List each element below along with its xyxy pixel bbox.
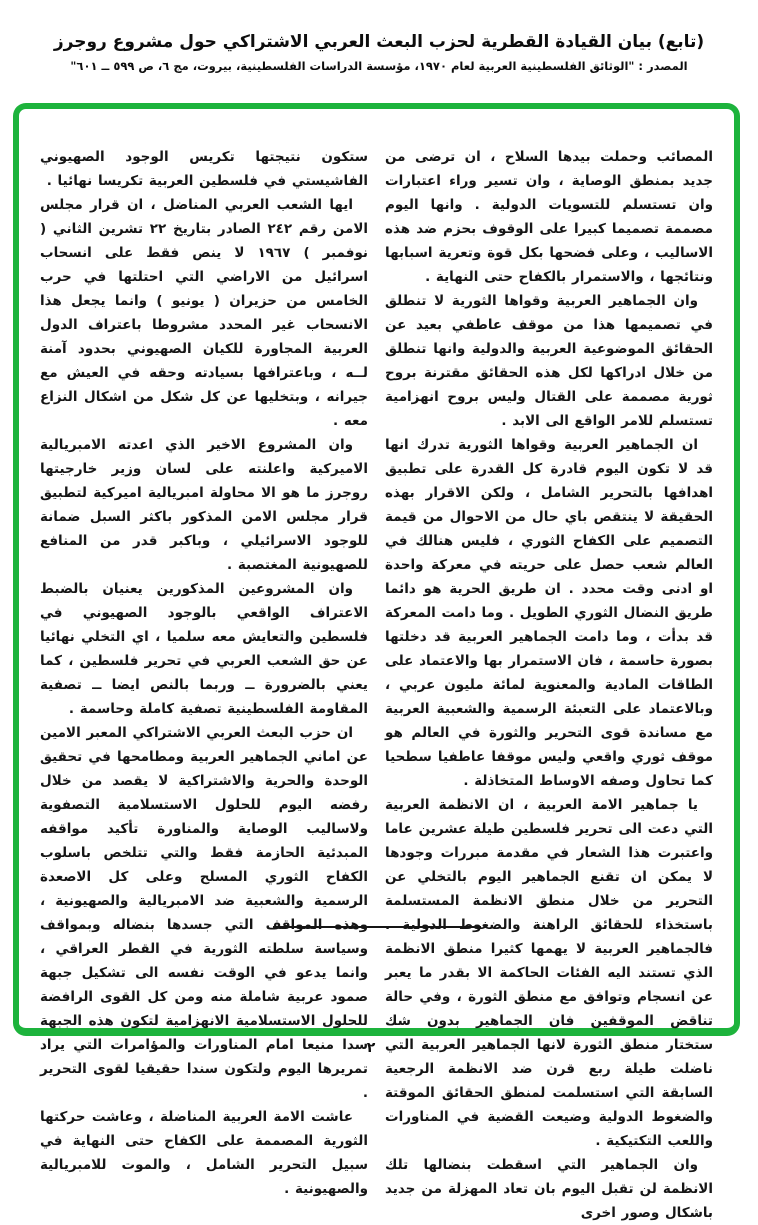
document-header bbox=[0, 32, 758, 73]
paragraph: ايها الشعب العربي المناضل ، ان قرار مجلس الامن رقم ٢٤٢ الصادر بتاريخ ٢٢ تشرين الثاني ( نوفمبر ) ١٩٦٧ لا ينص فقط على انسحاب اسرائيل من الاراضي التي احتلتها في حرب الخامس من حزيران ( يونيو ) وانما يجعل هذا الانسحاب غير المحدد مشروطا باعتراف الدول العربية المجاورة للكيان الصهيوني بحدود آمنة لــه ، وباعترافها بسيادته وحقه في العيش مع جيرانه ، وبتخليها عن كل شكل من اشكال النزاع معه . bbox=[40, 197, 369, 429]
paragraph: ان الجماهير العربية وقواها الثورية تدرك انها قد لا تكون اليوم قادرة كل القدرة على تطبيق اهدافها بالتحرير الشامل ، ولكن الاقرار بهذه الحقيقة لا ينتقص باي حال من الاحوال من قيمة التصميم على الكفاح الثوري ، فليس هنالك في العالم شعب حصل على حريته في معركة واحدة او ادنى وقت محدد . ان طريق الحرية هو دائما طريق النضال الثوري الطويل . وما دامت المعركة قد بدأت ، وما دامت الجماهير العربية قد دخلتها بصورة حاسمة ، فان الاستمرار بها والاعتماد على الطاقات المادية والمعنوية لمائة مليون عربي ، وبالاعتماد على التعبئة الرسمية والشعبية العربية مع مساندة قوى التحرير والثورة في العالم هو موقف ثوري واقعي وليس موقفا عاطفيا سطحيا كما تحاول وصفه الاوساط المتخاذلة . bbox=[385, 437, 713, 789]
paragraph: وان المشروع الاخير الذي اعدته الامبريالية الاميركية واعلنته على لسان وزير خارجيتها روجرز ما هو الا محاولة امبريالية اميركية لتطبيق قرار مجلس الامن المذكور باكثر السبل ضمانة للوجود الاسرائيلي ، وباكبر قدر من المنافع للصهيونية المغتصبة . bbox=[40, 437, 368, 573]
content-frame bbox=[13, 103, 740, 1221]
text-columns bbox=[40, 145, 713, 1225]
paragraph: وان الجماهير العربية وقواها الثورية لا تنطلق في تصميمها هذا من موقف عاطفي بعيد عن الحقائق الموضوعية العربية والدولية وانها تنطلق من خلال ادراكها لكل هذه الحقائق مقترنة بروح ثورية مصممة على القتال وليس بروح انهزامية تستسلم للامر الواقع الى الابد . bbox=[385, 293, 713, 429]
paragraph: وان الجماهير التي اسقطت بنضالها تلك الانظمة لن تقبل اليوم بان تعاد المهزلة من جديد باشكال وصور اخرى bbox=[385, 1157, 713, 1221]
left-column bbox=[40, 145, 368, 1225]
document-title: (تابع) بيان القيادة القطرية لحزب البعث العربي الاشتراكي حول مشروع روجرز bbox=[53, 32, 705, 52]
end-divider-rule bbox=[273, 926, 481, 928]
paragraph: المصائب وحملت بيدها السلاح ، ان ترضى من جديد بمنطق الوصاية ، وان تسير وراء اعتبارات وان تستسلم للتسويات الدولية . وانها اليوم مصممة تصميما كبيرا على الوقوف بحزم ضد هذه الاساليب ، وعلى فضحها بكل قوة وتعرية اسبابها ونتائجها ، والاستمرار بالكفاح حتى النهاية . bbox=[385, 149, 713, 285]
paragraph: عاشت الامة العربية المناضلة ، وعاشت حركتها الثورية المصممة على الكفاح حتى النهاية في سبيل التحرير الشامل ، والموت للامبريالية والصهيونية . bbox=[40, 1109, 368, 1197]
page-number: ٢ bbox=[366, 1040, 376, 1056]
paragraph: ان حزب البعث العربي الاشتراكي المعبر الامين عن اماني الجماهير العربية ومطامحها في تحقيق الوحدة والحرية والاشتراكية لا يقصد من خلال رفضه اليوم للحلول الاستسلامية التصفوية ولاساليب الوصاية والمناورة تأكيد مواقفه المبدئية الحازمة فقط والتي تتلخص باسلوب الكفاح الثوري المسلح وعلى كل الاصعدة الرسمية والشعبية ضد الامبريالية والصهيونية ، وهذه المواقف التي جسدها بنضاله وبمواقف وسياسة سلطته الثورية في القطر العراقي ، وانما يدعو في الوقت نفسه الى تشكيل جبهة صمود عربية شاملة منه ومن كل القوى الرافضة للحلول الاستسلامية الانهزامية لتكون هذه الجبهة سدا منيعا امام المناورات والمؤامرات التي يراد تمريرها اليوم ولتكون سندا حقيقيا لقوى التحرير . bbox=[40, 725, 368, 1101]
paragraph: وان المشروعين المذكورين يعنيان بالضبط الاعتراف الواقعي بالوجود الصهيوني في فلسطين والتعايش معه سلميا ، اي التخلي نهائيا عن حق الشعب العربي في تحرير فلسطين ، كما يعني بالضرورة ــ وربما بالنص ايضا ــ تصفية المقاومة الفلسطينية تصفية كاملة وحاسمة . bbox=[40, 581, 368, 717]
source-line: المصدر : "الوثائق الفلسطينية العربية لعام ١٩٧٠، مؤسسة الدراسات الفلسطينية، بيروت، مج ٦، ص ٥٩٩ ــ ٦٠١" bbox=[70, 59, 688, 73]
paragraph: ستكون نتيجتها تكريس الوجود الصهيوني الفاشيستي في فلسطين العربية تكريسا نهائيا . bbox=[40, 149, 368, 189]
paragraph: يا جماهير الامة العربية ، ان الانظمة العربية التي دعت الى تحرير فلسطين طيلة عشرين عاما واعتبرت هذا الشعار في مقدمة مبررات وجودها لا يمكن ان تقنع الجماهير اليوم بالتخلي عن التحرير من خلال منطق الانظمة المستسلمة باستخذاء للحقائق الراهنة والضغوط الدولية . فالجماهير العربية لا يهمها كثيرا منطق الانظمة الذي تستند اليه الفئات الحاكمة الا بقدر ما يعبر عن انسجام وتوافق مع منطق الثورة ، وفي حالة تناقض الموقفين فان الجماهير بدون شك ستختار منطق الثورة لانها الجماهير العربية التي ناضلت طيلة ربع قرن ضد الانظمة الرجعية السابقة التي استسلمت لمنطق الحقائق الموقتة والضغوط الدولية وضيعت القضية في المناورات واللعب التكتيكية . bbox=[385, 797, 713, 1149]
right-column bbox=[385, 145, 713, 1225]
